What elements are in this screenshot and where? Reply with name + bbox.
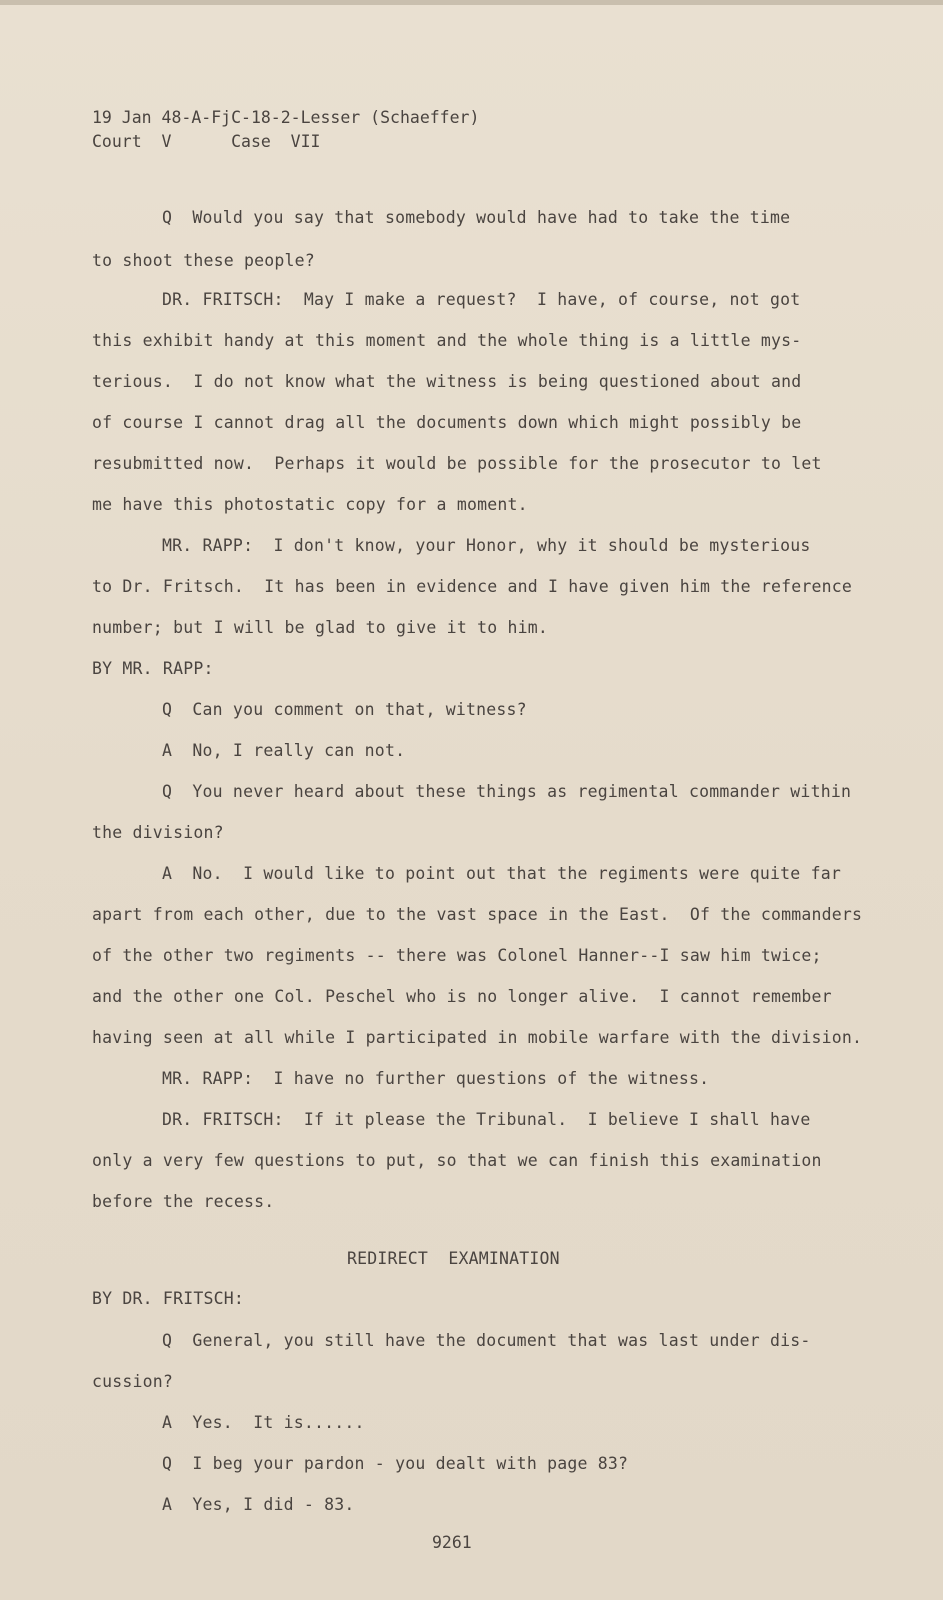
page-top-edge	[0, 0, 943, 5]
testimony-line: before the recess.	[92, 1192, 275, 1211]
document-header	[92, 106, 479, 154]
testimony-line: of course I cannot drag all the documents down which might possibly be	[92, 413, 802, 432]
testimony-line: DR. FRITSCH: May I make a request? I have, of course, not got	[162, 290, 801, 309]
testimony-line: cussion?	[92, 1372, 174, 1391]
testimony-line: A No, I really can not.	[162, 741, 406, 760]
testimony-line: the division?	[92, 823, 224, 842]
testimony-line: this exhibit handy at this moment and the whole thing is a little mys-	[92, 331, 802, 350]
testimony-line: having seen at all while I participated in mobile warfare with the division.	[92, 1028, 863, 1047]
page-number: 9261	[432, 1533, 472, 1552]
testimony-line: A Yes. It is......	[162, 1413, 365, 1432]
testimony-line: Q General, you still have the document that was last under dis-	[162, 1331, 811, 1350]
testimony-line: MR. RAPP: I don't know, your Honor, why it should be mysterious	[162, 536, 811, 555]
testimony-line: A Yes, I did - 83.	[162, 1495, 355, 1514]
testimony-line: terious. I do not know what the witness is being questioned about and	[92, 372, 802, 391]
testimony-line: me have this photostatic copy for a moment.	[92, 495, 528, 514]
section-heading: REDIRECT EXAMINATION	[347, 1249, 560, 1268]
testimony-line: number; but I will be glad to give it to him.	[92, 618, 549, 637]
examiner-heading: BY DR. FRITSCH:	[92, 1289, 245, 1308]
testimony-line: Q You never heard about these things as regimental commander within	[162, 782, 852, 801]
testimony-line: to shoot these people?	[92, 251, 315, 270]
header-reference: 19 Jan 48-A-FjC-18-2-Lesser (Schaeffer)	[92, 108, 480, 127]
testimony-line: only a very few questions to put, so that we can finish this examination	[92, 1151, 822, 1170]
testimony-line: DR. FRITSCH: If it please the Tribunal. I believe I shall have	[162, 1110, 811, 1129]
testimony-line: Q I beg your pardon - you dealt with page 83?	[162, 1454, 629, 1473]
examiner-heading: BY MR. RAPP:	[92, 659, 214, 678]
testimony-line: and the other one Col. Peschel who is no longer alive. I cannot remember	[92, 987, 832, 1006]
testimony-line: of the other two regiments -- there was Colonel Hanner--I saw him twice;	[92, 946, 822, 965]
testimony-line: A No. I would like to point out that the regiments were quite far	[162, 864, 841, 883]
testimony-line: Q Would you say that somebody would have had to take the time	[162, 208, 791, 227]
testimony-line: apart from each other, due to the vast space in the East. Of the commanders	[92, 905, 863, 924]
testimony-line: MR. RAPP: I have no further questions of the witness.	[162, 1069, 710, 1088]
testimony-line: to Dr. Fritsch. It has been in evidence and I have given him the reference	[92, 577, 853, 596]
testimony-line: Q Can you comment on that, witness?	[162, 700, 527, 719]
testimony-line: resubmitted now. Perhaps it would be possible for the prosecutor to let	[92, 454, 822, 473]
header-court-case: Court V Case VII	[92, 132, 321, 151]
